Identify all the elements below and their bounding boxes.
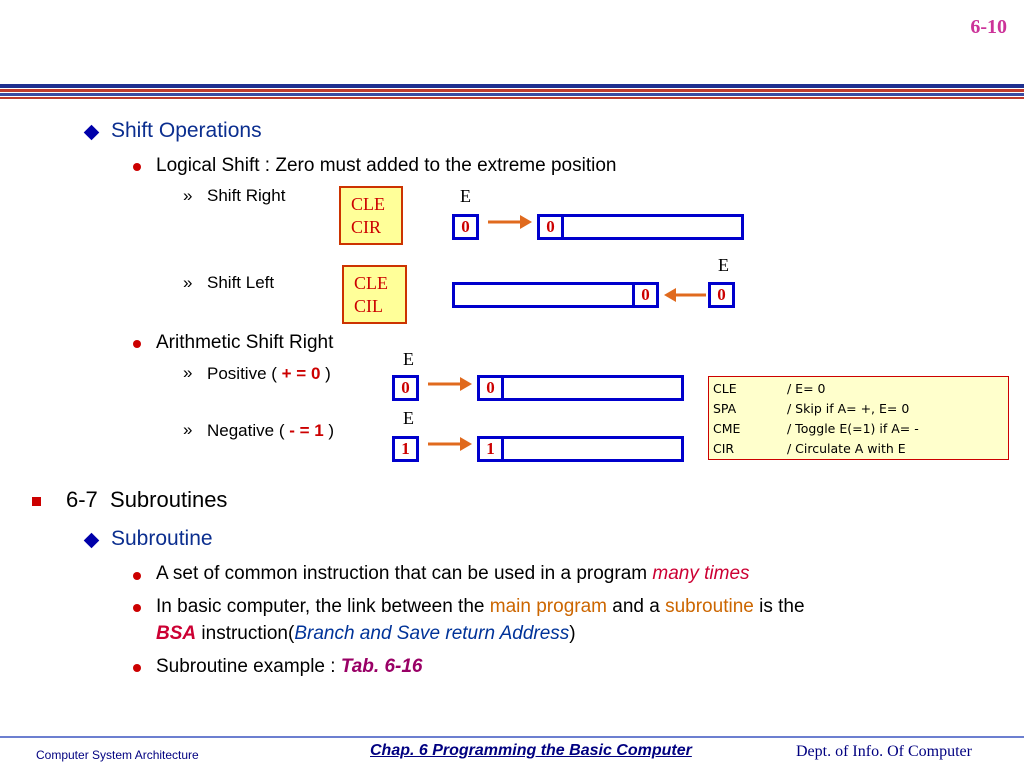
right-arrow-icon	[426, 434, 474, 454]
negative-label	[207, 421, 334, 441]
instruction-legend-box	[708, 376, 1009, 460]
dot-bullet-icon	[133, 163, 141, 171]
positive-suffix: )	[320, 364, 331, 383]
legend-desc: / Skip if A= +, E= 0	[787, 401, 910, 416]
instr-cle: CLE	[354, 273, 388, 293]
shift-right-instruction-box	[339, 186, 403, 245]
negative-prefix: Negative (	[207, 421, 290, 440]
square-bullet-icon	[32, 497, 41, 506]
e-register-cell: 0	[452, 214, 479, 240]
dot-bullet-icon	[133, 664, 141, 672]
subroutine-bullet-2-line-2	[156, 623, 576, 645]
raquo-bullet-icon: »	[183, 186, 193, 205]
b3-text: Subroutine example :	[156, 656, 341, 677]
logical-shift-text: Logical Shift : Zero must added to the extreme position	[156, 155, 617, 176]
subroutine-subheading: Subroutine	[111, 527, 213, 550]
a-register-msb-cell: 0	[477, 375, 504, 401]
a-register	[477, 375, 684, 401]
diamond-bullet-icon	[84, 533, 100, 549]
subroutine-bullet-2-line-1	[156, 596, 805, 618]
footer-course: Computer System Architecture	[36, 748, 199, 762]
b2-subroutine: subroutine	[665, 596, 754, 617]
b2-t5: )	[569, 623, 576, 644]
legend-code: CME	[713, 421, 741, 436]
legend-code: CIR	[713, 441, 735, 456]
a-register	[537, 214, 744, 240]
raquo-bullet-icon: »	[183, 420, 193, 439]
legend-row	[713, 439, 906, 459]
legend-row	[713, 399, 909, 419]
footer-rule	[0, 736, 1024, 738]
b2-main-program: main program	[489, 596, 607, 617]
a-register-msb-cell: 0	[537, 214, 564, 240]
b2-bsa: BSA	[156, 623, 197, 644]
subroutines-heading: 6-7 Subroutines	[66, 487, 228, 512]
instr-cil: CIL	[354, 296, 383, 316]
dot-bullet-icon	[133, 604, 141, 612]
b2-expansion: Branch and Save return Address	[294, 623, 570, 644]
left-arrow-icon	[662, 285, 708, 305]
a-register	[452, 282, 659, 308]
positive-label	[207, 364, 331, 384]
e-label: E	[403, 349, 414, 369]
legend-desc: / Circulate A with E	[787, 441, 906, 456]
footer-dept: Dept. of Info. Of Computer	[796, 743, 972, 760]
footer-chapter: Chap. 6 Programming the Basic Computer	[370, 742, 692, 759]
right-arrow-icon	[426, 374, 474, 394]
subroutine-bullet-3	[156, 656, 423, 678]
raquo-bullet-icon: »	[183, 273, 193, 292]
legend-code: CLE	[713, 381, 737, 396]
shift-operations-heading: Shift Operations	[111, 119, 262, 142]
e-register-cell: 0	[392, 375, 419, 401]
instr-cir: CIR	[351, 217, 382, 237]
legend-code: SPA	[713, 401, 737, 416]
a-register	[477, 436, 684, 462]
positive-sign: + = 0	[281, 364, 321, 383]
shift-left-label: Shift Left	[207, 273, 275, 292]
dot-bullet-icon	[133, 340, 141, 348]
b1-emphasis: many times	[652, 563, 750, 584]
a-register-lsb-cell: 0	[632, 282, 659, 308]
legend-row	[713, 379, 825, 399]
b2-t3: is the	[753, 596, 805, 617]
negative-suffix: )	[323, 421, 335, 440]
legend-desc: / E= 0	[787, 381, 826, 396]
e-register-cell: 1	[392, 436, 419, 462]
legend-desc: / Toggle E(=1) if A= -	[787, 421, 919, 436]
e-label: E	[718, 255, 729, 275]
header-rule-red-thin	[0, 97, 1024, 99]
right-arrow-icon	[486, 212, 534, 232]
arithmetic-shift-right-text: Arithmetic Shift Right	[156, 332, 334, 353]
a-register-msb-cell: 1	[477, 436, 504, 462]
b2-t4: instruction(	[196, 623, 295, 644]
diamond-bullet-icon	[84, 125, 100, 141]
shift-right-label: Shift Right	[207, 186, 286, 205]
legend-row	[713, 419, 919, 439]
instr-cle: CLE	[351, 194, 385, 214]
e-label: E	[403, 408, 414, 428]
header-rule-red	[0, 89, 1024, 92]
positive-prefix: Positive (	[207, 364, 282, 383]
header-rule-blue-bottom	[0, 93, 1024, 96]
b3-table-ref: Tab. 6-16	[340, 656, 423, 677]
shift-left-instruction-box	[342, 265, 407, 324]
b2-t1: In basic computer, the link between the	[156, 596, 490, 617]
e-register-cell: 0	[708, 282, 735, 308]
raquo-bullet-icon: »	[183, 363, 193, 382]
subroutine-bullet-1	[156, 563, 750, 585]
negative-sign: - = 1	[289, 421, 324, 440]
page-number: 6-10	[970, 16, 1007, 38]
b2-t2: and a	[606, 596, 666, 617]
dot-bullet-icon	[133, 572, 141, 580]
e-label: E	[460, 186, 471, 206]
header-rule-blue-top	[0, 84, 1024, 88]
b1-text: A set of common instruction that can be used in a program	[156, 563, 653, 584]
